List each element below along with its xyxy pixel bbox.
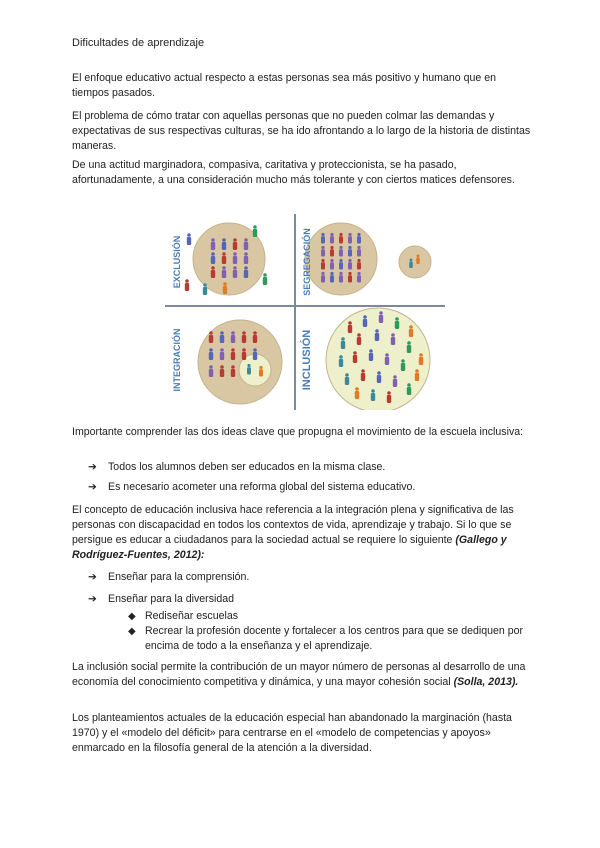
person-figure-icon: [231, 365, 235, 377]
person-figure-icon: [348, 272, 352, 283]
list-item: [88, 460, 415, 475]
segregation-circle-small: [399, 246, 431, 278]
person-figure-icon: [253, 348, 257, 360]
person-figure-icon: [330, 246, 334, 257]
person-figure-icon: [220, 348, 224, 360]
paragraph-2: El problema de cómo tratar con aquellas personas que no pueden colmar las demandas y expectativas de sus respectivas culturas, se ha ido afrontando a lo largo de la historia de distintas maneras.: [72, 110, 531, 152]
person-figure-icon: [415, 369, 419, 381]
person-figure-icon: [203, 283, 207, 295]
diversity-sublist: [128, 609, 535, 654]
person-figure-icon: [209, 331, 213, 343]
person-figure-icon: [339, 246, 343, 257]
citation-gallego: (Gallego y Rodríguez-Fuentes, 2012):: [72, 534, 507, 561]
person-figure-icon: [222, 238, 226, 250]
document-title: Dificultades de aprendizaje: [72, 37, 205, 49]
person-figure-icon: [401, 359, 405, 371]
person-figure-icon: [348, 233, 352, 244]
person-figure-icon: [407, 383, 411, 395]
person-figure-icon: [187, 233, 191, 245]
sublist-item-text: Rediseñar escuelas: [145, 610, 239, 622]
person-figure-icon: [371, 389, 375, 401]
label-inclusion: INCLUSIÓN: [301, 329, 313, 391]
person-figure-icon: [353, 351, 357, 363]
person-figure-icon: [211, 266, 215, 278]
person-figure-icon: [377, 371, 381, 383]
person-figure-icon: [222, 266, 226, 278]
person-figure-icon: [321, 246, 325, 257]
person-figure-icon: [339, 355, 343, 367]
list-item-text: Enseñar para la comprensión.: [108, 571, 250, 583]
person-figure-icon: [211, 238, 215, 250]
arrow-bullet-icon: ➔: [88, 481, 97, 493]
person-figure-icon: [357, 333, 361, 345]
person-figure-icon: [355, 387, 359, 399]
person-figure-icon: [263, 273, 267, 285]
key-ideas-list: [88, 460, 415, 500]
paragraph-7: Los planteamientos actuales de la educación especial han abandonado la marginación (hasta 1970) y el «modelo del déficit» para centrarse en el «modelo de competencias y apoyos» enmarcado en la filosofía general de la atención a la diversidad.: [72, 712, 512, 754]
list-item: [88, 480, 415, 495]
diamond-bullet-icon: ◆: [128, 611, 136, 622]
person-figure-icon: [357, 259, 361, 270]
paragraph-6-text: La inclusión social permite la contribución de un mayor número de personas al desarrollo de una economía del conocimiento competitiva y dinámica, y una mayor cohesión social: [72, 661, 526, 688]
inclusion-models-diagram: [165, 210, 445, 410]
person-figure-icon: [357, 272, 361, 283]
person-figure-icon: [321, 233, 325, 244]
paragraph-6: [72, 660, 532, 690]
person-figure-icon: [211, 252, 215, 264]
person-figure-icon: [339, 259, 343, 270]
person-figure-icon: [231, 331, 235, 343]
list-item: [88, 570, 535, 585]
person-figure-icon: [330, 259, 334, 270]
person-figure-icon: [242, 331, 246, 343]
person-figure-icon: [233, 266, 237, 278]
person-figure-icon: [233, 238, 237, 250]
person-figure-icon: [339, 272, 343, 283]
paragraph-1: El enfoque educativo actual respecto a estas personas sea más positivo y humano que en tiempos pasados.: [72, 72, 497, 99]
list-item-text: Enseñar para la diversidad: [108, 593, 235, 605]
person-figure-icon: [393, 375, 397, 387]
list-item: [88, 592, 535, 654]
person-figure-icon: [244, 266, 248, 278]
person-figure-icon: [341, 337, 345, 349]
person-figure-icon: [242, 348, 246, 360]
person-figure-icon: [357, 246, 361, 257]
person-figure-icon: [419, 353, 423, 365]
list-item-text: Es necesario acometer una reforma global del sistema educativo.: [108, 481, 416, 493]
person-figure-icon: [387, 391, 391, 403]
person-figure-icon: [220, 365, 224, 377]
citation-solla: (Solla, 2013).: [453, 676, 519, 688]
person-figure-icon: [416, 255, 420, 264]
person-figure-icon: [357, 233, 361, 244]
label-segregation: SEGREGACIÓN: [302, 228, 312, 296]
person-figure-icon: [185, 279, 189, 291]
label-integration: INTEGRACIÓN: [172, 328, 182, 392]
paragraph-4: Importante comprender las dos ideas clave que propugna el movimiento de la escuela inclusiva:: [72, 426, 524, 438]
sublist-item: [128, 609, 535, 624]
arrow-bullet-icon: ➔: [88, 593, 97, 605]
person-figure-icon: [231, 348, 235, 360]
person-figure-icon: [348, 321, 352, 333]
arrow-bullet-icon: ➔: [88, 461, 97, 473]
person-figure-icon: [385, 353, 389, 365]
person-figure-icon: [348, 246, 352, 257]
person-figure-icon: [363, 315, 367, 327]
person-figure-icon: [244, 238, 248, 250]
requirements-list: [88, 570, 535, 661]
person-figure-icon: [348, 259, 352, 270]
label-exclusion: EXCLUSIÓN: [172, 235, 182, 289]
person-figure-icon: [407, 341, 411, 353]
person-figure-icon: [379, 311, 383, 323]
person-figure-icon: [409, 259, 413, 268]
person-figure-icon: [209, 365, 213, 377]
person-figure-icon: [223, 282, 227, 294]
person-figure-icon: [247, 364, 251, 375]
person-figure-icon: [375, 329, 379, 341]
paragraph-5-text: El concepto de educación inclusiva hace referencia a la integración plena y significativa de las personas con discapacidad en todos los contextos de vida, aprendizaje y trabajo. Si lo que se persigue es educar a ciudadanos para la sociedad actual se requiere lo siguiente: [72, 504, 514, 546]
person-figure-icon: [244, 252, 248, 264]
sublist-item-text: Recrear la profesión docente y fortalecer a los centros para que se dediquen por encima de todo a la enseñanza y el aprendizaje.: [145, 625, 524, 652]
arrow-bullet-icon: ➔: [88, 571, 97, 583]
person-figure-icon: [321, 272, 325, 283]
person-figure-icon: [209, 348, 213, 360]
person-figure-icon: [330, 272, 334, 283]
person-figure-icon: [222, 252, 226, 264]
list-item-text: Todos los alumnos deben ser educados en la misma clase.: [108, 461, 386, 473]
person-figure-icon: [409, 325, 413, 337]
person-figure-icon: [220, 331, 224, 343]
paragraph-5: [72, 503, 532, 563]
person-figure-icon: [361, 369, 365, 381]
person-figure-icon: [321, 259, 325, 270]
person-figure-icon: [369, 349, 373, 361]
sublist-item: [128, 624, 535, 654]
person-figure-icon: [339, 233, 343, 244]
person-figure-icon: [233, 252, 237, 264]
person-figure-icon: [395, 317, 399, 329]
person-figure-icon: [391, 333, 395, 345]
person-figure-icon: [259, 366, 263, 377]
diamond-bullet-icon: ◆: [128, 626, 136, 637]
person-figure-icon: [330, 233, 334, 244]
paragraph-3: De una actitud marginadora, compasiva, caritativa y proteccionista, se ha pasado, afortunadamente, a una consideración mucho más tolerante y con ciertos matices defensores.: [72, 159, 515, 186]
person-figure-icon: [253, 331, 257, 343]
person-figure-icon: [345, 373, 349, 385]
person-figure-icon: [253, 225, 257, 237]
